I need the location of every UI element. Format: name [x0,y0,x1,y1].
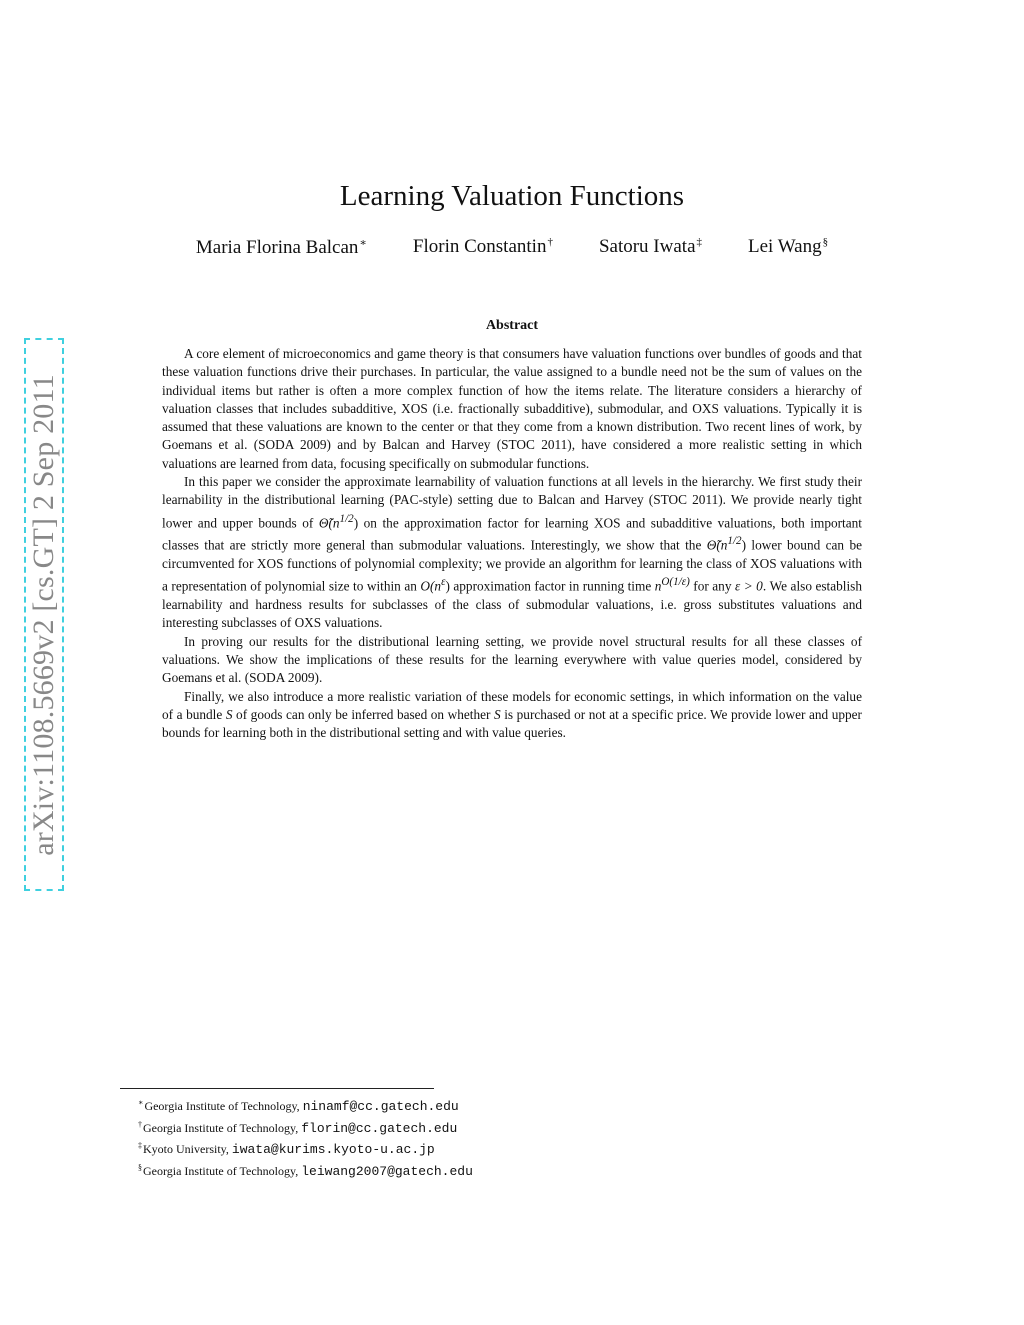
footnote-divider [120,1088,434,1089]
abstract-body [162,345,862,743]
author-2: Florin Constantin† [412,236,553,257]
author-1: Maria Florina Balcan∗ [195,237,367,258]
author-3-mark: ‡ [696,236,703,248]
author-4-mark: § [822,236,829,248]
footnote-4: §Georgia Institute of Technology, leiwang2007@gatech.edu [138,1162,473,1179]
abstract-paragraph-2: In this paper we consider the approximate learnability of valuation functions at all levels in the hierarchy. We first study their learnability in the distributional learning (PAC-style) setting due to Balcan and Harvey (STOC 2011). We provide nearly tight lower and upper bounds of $\Thetã(n^{1/2})$ on the approximation factor for learning XOS and subadditive valuations, both important classes that are strictly more general than submodular valuations. Interestingly, we show that the $\Thetã(n^{1/2})$ lower bound can be circumvented for XOS functions of polynomial complexity; we provide an algorithm for learning the class of XOS valuations with a representation of polynomial size to within an $O(n^\varepsilon)$ approximation factor in running time $n^{O(1/\varepsilon)}$ for any ε > 0. We also establish learnability and hardness results for subclasses of the class of submodular valuations, i.e. gross substitutes valuations and interesting subclasses of OXS valuations. [162,474,862,631]
footnote-2: †Georgia Institute of Technology, florin@cc.gatech.edu [138,1119,458,1136]
paper-title: Learning Valuation Functions [339,180,685,212]
arxiv-identifier: arXiv:1108.5669v2 [cs.GT] 2 Sep 2011 [27,373,60,856]
footnotes [138,1094,473,1180]
author-3: Satoru Iwata‡ [598,236,703,257]
abstract-paragraph-3: In proving our results for the distributional learning setting, we provide novel structural results for all these classes of valuations. We show the implications of these results for the learning everywhere with value queries model, considered by Goemans et al. (SODA 2009). [162,633,862,686]
author-2-mark: † [547,236,553,248]
email-2: florin@cc.gatech.edu [301,1120,458,1136]
email-3: iwata@kurims.kyoto-u.ac.jp [231,1142,435,1157]
abstract-paragraph-4: Finally, we also introduce a more realistic variation of these models for economic settings, in which information on the value of a bundle S of goods can only be inferred based on whether S is purchased or not at a specific price. We provide lower and upper bounds for learning both in the distributional setting and with value queries. [162,688,862,741]
arxiv-stamp [24,338,64,891]
footnote-1: ∗Georgia Institute of Technology, ninamf@cc.gatech.edu [138,1098,459,1114]
author-4: Lei Wang§ [748,236,829,257]
author-1-mark: ∗ [359,237,367,249]
abstract-heading: Abstract [485,318,539,333]
email-4: leiwang2007@gatech.edu [301,1163,473,1179]
abstract-paragraph-1: A core element of microeconomics and game theory is that consumers have valuation functions over bundles of goods and that these valuation functions drive their purchases. In particular, the value assigned to a bundle need not be the sum of values on the individual items but rather is often a more complex function of how the items relate. The literature considers a hierarchy of valuation classes that includes subadditive, XOS (i.e. fractionally subadditive), submodular, and OXS valuations. Typically it is assumed that these valuations are known to the center or that they come from a known distribution. Two recent lines of work, by Goemans et al. (SODA 2009) and by Balcan and Harvey (STOC 2011), have considered a more realistic setting in which valuations are learned from data, focusing specifically on submodular functions. [162,346,862,471]
author-list [0,236,1024,259]
email-1: ninamf@cc.gatech.edu [302,1099,459,1114]
footnote-3: ‡Kyoto University, iwata@kurims.kyoto-u.ac.jp [138,1141,435,1157]
